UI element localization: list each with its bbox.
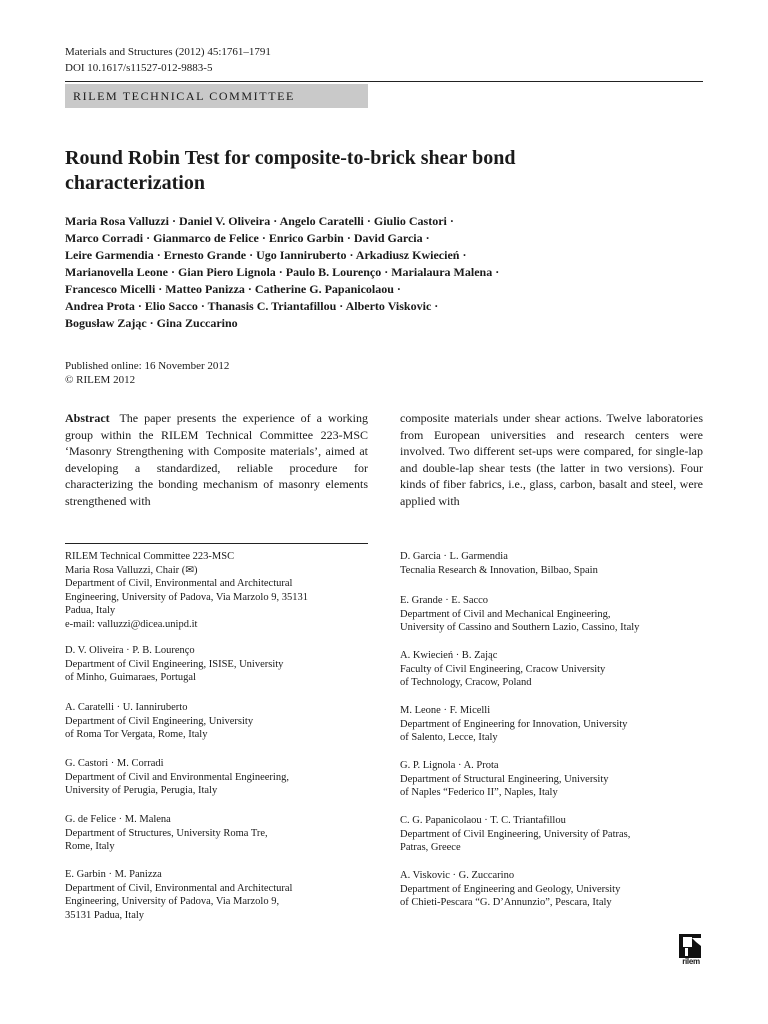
affiliation-line: of Chieti-Pescara “G. D’Annunzio”, Pescara, Italy	[400, 897, 612, 908]
affiliation-email[interactable]: e-mail: valluzzi@dicea.unipd.it	[65, 618, 198, 630]
affiliation-name: D. V. Oliveira · P. B. Lourenço	[65, 645, 195, 656]
affiliation-name: G. de Felice · M. Malena	[65, 814, 171, 825]
author-line: Marianovella Leone · Gian Piero Lignola · Paulo B. Lourenço · Marialaura Malena ·	[65, 265, 500, 279]
footnote-rule	[65, 543, 368, 544]
affiliation-block	[65, 701, 365, 742]
affiliation-line: University of Cassino and Southern Lazio, Cassino, Italy	[400, 622, 640, 633]
affiliation-name: A. Viskovic · G. Zuccarino	[400, 870, 515, 881]
affiliation-line: Padua, Italy	[65, 605, 116, 616]
affiliation-block	[400, 759, 700, 800]
affiliation-line: Maria Rosa Valluzzi, Chair (✉)	[65, 564, 198, 576]
affiliation-block	[400, 814, 700, 855]
affiliation-name: A. Kwiecień · B. Zając	[400, 650, 498, 661]
affiliation-line: Department of Civil and Mechanical Engineering,	[400, 608, 611, 620]
abstract-left-column	[65, 410, 368, 509]
header-rule	[65, 81, 703, 82]
affiliation-name: M. Leone · F. Micelli	[400, 705, 491, 716]
affiliation-line: Department of Engineering and Geology, University	[400, 883, 621, 895]
affiliation-name: C. G. Papanicolaou · T. C. Triantafillou	[400, 815, 566, 826]
author-line: Andrea Prota · Elio Sacco · Thanasis C. Triantafillou · Alberto Viskovic ·	[65, 299, 439, 313]
affiliation-block	[400, 649, 700, 690]
journal-citation: Materials and Structures (2012) 45:1761–1791	[65, 46, 271, 58]
affiliation-block	[400, 594, 700, 635]
affiliation-line: Engineering, University of Padova, Via Marzolo 9,	[65, 896, 280, 907]
affiliation-line: of Salento, Lecce, Italy	[400, 732, 498, 743]
affiliation-line: of Minho, Guimaraes, Portugal	[65, 672, 196, 683]
affiliation-name: G. P. Lignola · A. Prota	[400, 760, 499, 771]
author-line: Bogusław Zając · Gina Zuccarino	[65, 316, 238, 330]
affiliation-line: University of Perugia, Perugia, Italy	[65, 785, 218, 796]
affiliation-line: Faculty of Civil Engineering, Cracow University	[400, 663, 606, 675]
author-line: Francesco Micelli · Matteo Panizza · Catherine G. Papanicolaou ·	[65, 282, 401, 296]
affiliation-block	[400, 869, 700, 910]
affiliation-line: Department of Engineering for Innovation, University	[400, 718, 628, 730]
affiliation-block	[65, 550, 365, 631]
abstract-right-column	[400, 410, 703, 509]
author-line: Leire Garmendia · Ernesto Grande · Ugo Ianniruberto · Arkadiusz Kwiecień ·	[65, 248, 467, 262]
affiliation-name: A. Caratelli · U. Ianniruberto	[65, 702, 188, 713]
publication-info	[65, 359, 229, 387]
affiliation-name: D. Garcia · L. Garmendia	[400, 551, 508, 562]
affiliation-line: Department of Structures, University Roma Tre,	[65, 827, 268, 839]
affiliation-name: G. Castori · M. Corradi	[65, 758, 164, 769]
author-list	[65, 213, 705, 332]
affiliation-line: 35131 Padua, Italy	[65, 909, 145, 921]
affiliation-line: Patras, Greece	[400, 842, 461, 853]
affiliation-block	[400, 704, 700, 745]
committee-banner: RILEM TECHNICAL COMMITTEE	[65, 84, 368, 108]
affiliation-block	[65, 644, 365, 685]
abstract-text-right: composite materials under shear actions. Twelve laboratories from European universities and research centers were involved. Two different set-ups were compared, for single-lap and double-lap shear tests (the latter in two versions). Four kinds of fiber fabrics, i.e., glass, carbon, basalt and steel, were applied with	[400, 411, 703, 508]
rilem-logo	[677, 932, 705, 966]
affiliation-line: Department of Structural Engineering, University	[400, 773, 609, 785]
affiliation-line: Rome, Italy	[65, 841, 115, 852]
affiliation-line: Engineering, University of Padova, Via Marzolo 9, 35131	[65, 591, 308, 603]
title-line-1: Round Robin Test for composite-to-brick shear bond	[65, 147, 516, 169]
affiliation-line: of Roma Tor Vergata, Rome, Italy	[65, 729, 208, 740]
affiliation-name: E. Garbin · M. Panizza	[65, 869, 162, 880]
affiliation-line: Department of Civil and Environmental Engineering,	[65, 771, 289, 783]
journal-header	[65, 44, 271, 76]
affiliation-line: Department of Civil Engineering, ISISE, University	[65, 658, 284, 670]
copyright: © RILEM 2012	[65, 374, 136, 386]
affiliation-line: of Naples “Federico II”, Naples, Italy	[400, 787, 558, 798]
affiliation-line: Department of Civil Engineering, University of Patras,	[400, 828, 631, 840]
affiliation-block	[65, 813, 365, 854]
abstract-heading: Abstract	[65, 411, 110, 425]
author-line: Maria Rosa Valluzzi · Daniel V. Oliveira · Angelo Caratelli · Giulio Castori ·	[65, 214, 454, 228]
affiliation-line: of Technology, Cracow, Poland	[400, 677, 532, 688]
affiliation-line: Department of Civil, Environmental and Architectural	[65, 578, 293, 589]
affiliation-block	[400, 550, 700, 577]
doi: DOI 10.1617/s11527-012-9883-5	[65, 62, 213, 74]
affiliation-line: Department of Civil, Environmental and Architectural	[65, 882, 293, 894]
affiliation-block	[65, 757, 365, 798]
title-line-2: characterization	[65, 172, 205, 194]
author-line: Marco Corradi · Gianmarco de Felice · Enrico Garbin · David Garcia ·	[65, 231, 430, 245]
affiliation-name: E. Grande · E. Sacco	[400, 595, 489, 606]
rilem-logo-text: rilem	[682, 957, 700, 966]
affiliation-line: Tecnalia Research & Innovation, Bilbao, Spain	[400, 564, 598, 576]
abstract-text-left: The paper presents the experience of a working group within the RILEM Technical Committee 223-MSC ‘Masonry Strengthening with Composite materials’, aimed at developing a standardized, reliable procedure for characterizing the bonding mechanism of masonry elements strengthened with	[65, 411, 368, 508]
affiliation-block	[65, 868, 365, 922]
published-online: Published online: 16 November 2012	[65, 360, 230, 372]
affiliation-name: RILEM Technical Committee 223-MSC	[65, 551, 235, 562]
paper-title	[65, 146, 705, 196]
affiliation-line: Department of Civil Engineering, University	[65, 715, 254, 727]
